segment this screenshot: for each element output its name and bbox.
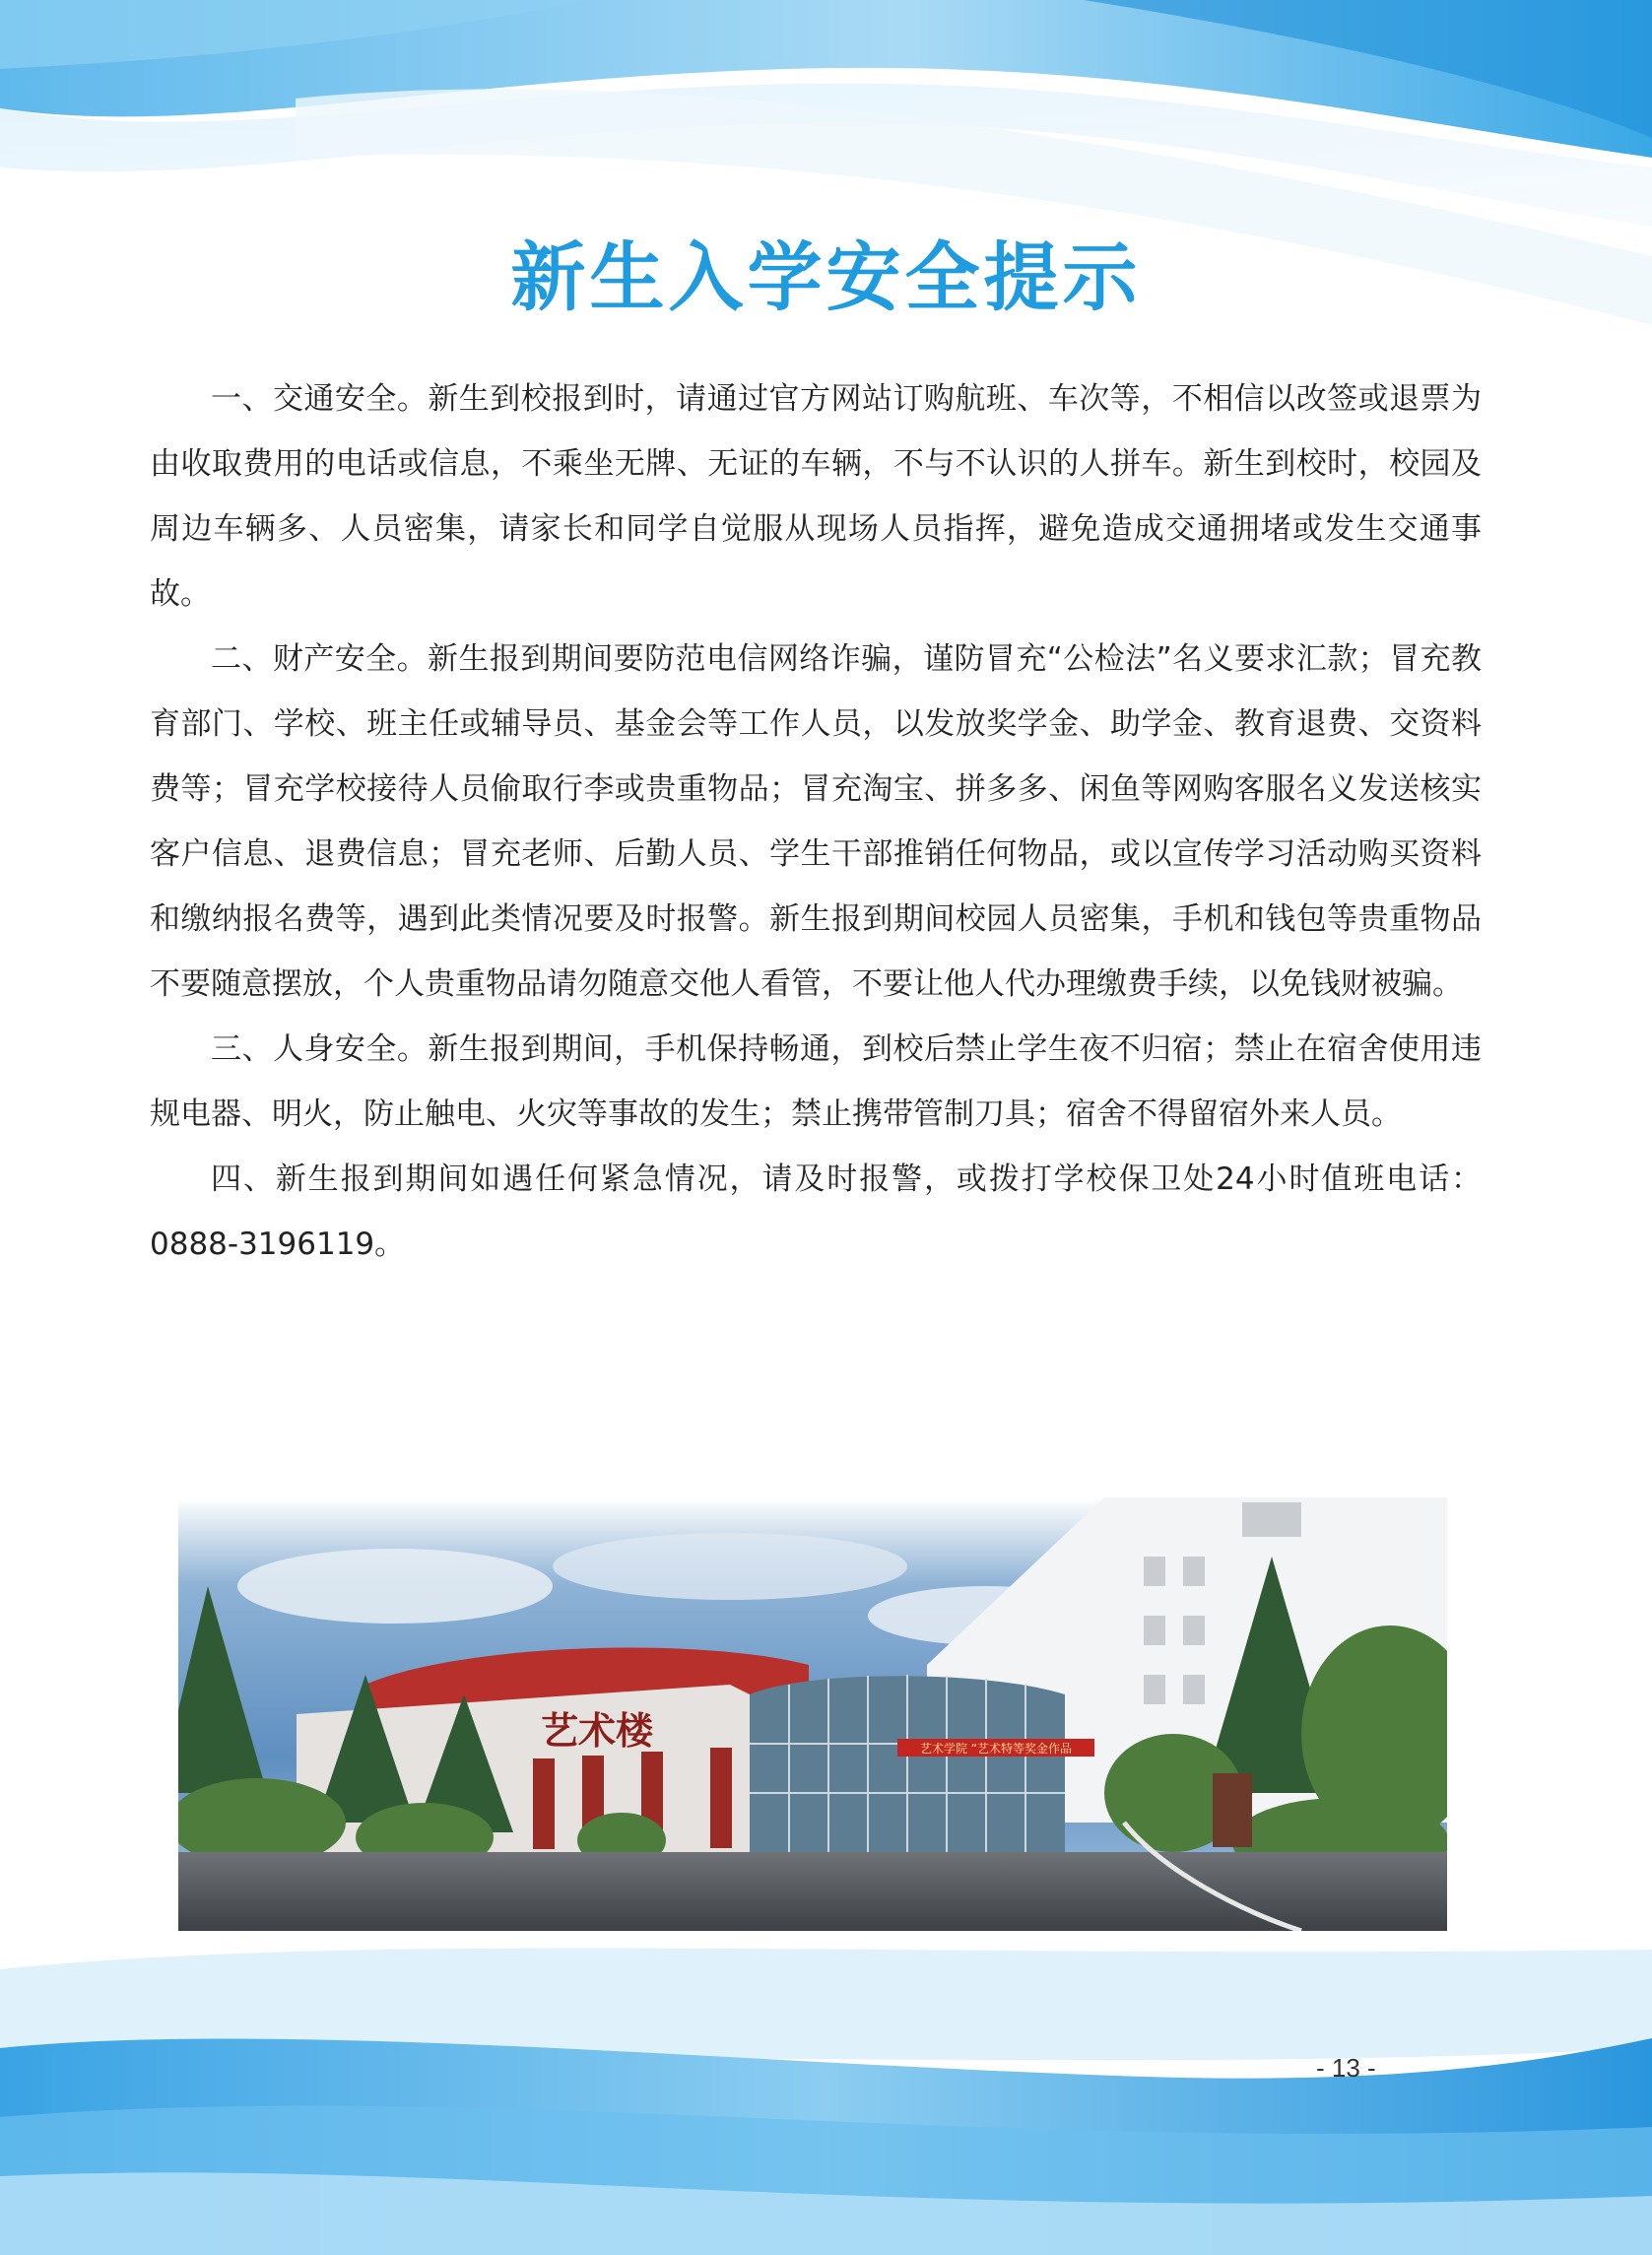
campus-building-photo [178, 1497, 1447, 1931]
bottom-wave-decoration [0, 1930, 1652, 2255]
paragraph-traffic-safety: 一、交通安全。新生到校报到时，请通过官方网站订购航班、车次等，不相信以改签或退票为由收取费用的电话或信息，不乘坐无牌、无证的车辆，不与不认识的人拼车。新生到校时，校园及周边车辆多、人员密集，请家长和同学自觉服从现场人员指挥，避免造成交通拥堵或发生交通事故。 [150, 381, 1482, 612]
page-number: - 13 - [1316, 2053, 1376, 2083]
page-title: 新生入学安全提示 [510, 233, 1142, 321]
paragraph-emergency-contact: 四、新生报到期间如遇任何紧急情况，请及时报警，或拨打学校保卫处24小时值班电话：0888-3196119。 [150, 1161, 1482, 1262]
safety-notice-body [150, 366, 1482, 1277]
banner-text: 艺术学院 “艺术特等奖金作品 [919, 1742, 1073, 1756]
paragraph-property-safety: 二、财产安全。新生报到期间要防范电信网络诈骗，谨防冒充“公检法”名义要求汇款；冒充教育部门、学校、班主任或辅导员、基金会等工作人员，以发放奖学金、助学金、教育退费、交资料费等；冒充学校接待人员偷取行李或贵重物品；冒充淘宝、拼多多、闲鱼等网购客服名义发送核实客户信息、退费信息；冒充老师、后勤人员、学生干部推销任何物品，或以宣传学习活动购买资料和缴纳报名费等，遇到此类情况要及时报警。新生报到期间校园人员密集，手机和钱包等贵重物品不要随意摆放，个人贵重物品请勿随意交他人看管，不要让他人代办理缴费手续，以免钱财被骗。 [150, 641, 1482, 1002]
building-sign-text: 艺术楼 [540, 1708, 654, 1753]
paragraph-personal-safety: 三、人身安全。新生报到期间，手机保持畅通，到校后禁止学生夜不归宿；禁止在宿舍使用违规电器、明火，防止触电、火灾等事故的发生；禁止携带管制刀具；宿舍不得留宿外来人员。 [150, 1031, 1482, 1132]
